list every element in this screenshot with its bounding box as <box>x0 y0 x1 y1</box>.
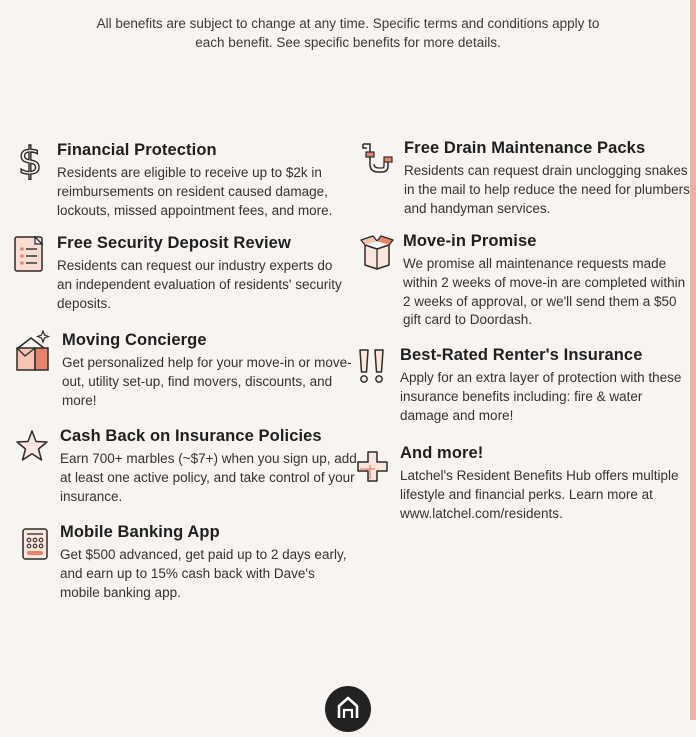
disclaimer-line-1: All benefits are subject to change at any time. Specific terms and conditions apply to <box>96 16 600 31</box>
benefit-title: Financial Protection <box>57 141 217 159</box>
disclaimer-line-2: each benefit. See specific benefits for more details. <box>195 35 501 50</box>
benefit-title: Best-Rated Renter's Insurance <box>400 346 643 364</box>
benefit-description: Residents can request our industry experts do an independent evaluation of residents' security deposits. <box>57 258 342 311</box>
benefit-description: Latchel's Resident Benefits Hub offers multiple lifestyle and financial perks. Learn more at www.latchel.com/residents. <box>400 468 679 521</box>
benefit-financial-protection <box>16 140 346 220</box>
calculator-icon <box>20 522 54 562</box>
star-icon <box>15 426 49 466</box>
benefit-title: Cash Back on Insurance Policies <box>60 427 322 445</box>
exclamation-marks-icon <box>356 345 390 385</box>
document-list-icon <box>13 233 47 273</box>
latchel-house-logo-icon <box>325 686 371 732</box>
svg-text:$: $ <box>18 140 43 180</box>
benefit-title: Moving Concierge <box>62 331 207 349</box>
benefit-move-in-promise <box>360 231 686 331</box>
benefit-mobile-banking-app <box>20 522 350 602</box>
benefit-description: Get $500 advanced, get paid up to 2 days early, and earn up to 15% cash back with Dave's mobile banking app. <box>60 547 347 600</box>
drain-pipe-icon <box>360 138 394 178</box>
benefit-and-more <box>356 443 679 523</box>
benefit-description: Apply for an extra layer of protection with these insurance benefits including: fire & water damage and more! <box>400 370 682 423</box>
benefit-title: And more! <box>400 444 484 462</box>
benefit-description: We promise all maintenance requests made within 2 weeks of move-in are completed within 2 weeks of approval, or we'll send them a $50 gift card to Doordash. <box>403 256 686 328</box>
moving-house-icon <box>14 330 54 372</box>
dollar-sign-icon <box>16 140 50 180</box>
benefits-disclaimer <box>60 14 636 52</box>
benefit-moving-concierge <box>14 330 352 410</box>
benefit-cash-back-insurance <box>15 426 355 506</box>
page-border-accent <box>690 0 696 720</box>
benefit-title: Free Drain Maintenance Packs <box>404 139 646 157</box>
benefit-description: Residents are eligible to receive up to $2k in reimbursements on resident caused damage, lockouts, missed appointment fees, and more. <box>57 165 333 218</box>
benefit-description: Earn 700+ marbles (~$7+) when you sign up, add at least one active policy, and take control of your insurance. <box>60 451 357 504</box>
benefit-title: Mobile Banking App <box>60 523 220 541</box>
benefit-renters-insurance <box>356 345 682 425</box>
benefit-description: Get personalized help for your move-in or move-out, utility set-up, find movers, discounts, and more! <box>62 355 352 408</box>
benefit-description: Residents can request drain unclogging snakes in the mail to help reduce the need for plumbers and handyman services. <box>404 163 690 216</box>
benefit-drain-maintenance <box>360 138 690 218</box>
benefit-title: Free Security Deposit Review <box>57 234 291 252</box>
benefit-title: Move-in Promise <box>403 232 537 250</box>
benefit-security-deposit-review <box>13 233 343 313</box>
plus-icon <box>356 449 390 489</box>
latchel-logo[interactable] <box>325 686 371 732</box>
open-box-icon <box>360 231 394 271</box>
